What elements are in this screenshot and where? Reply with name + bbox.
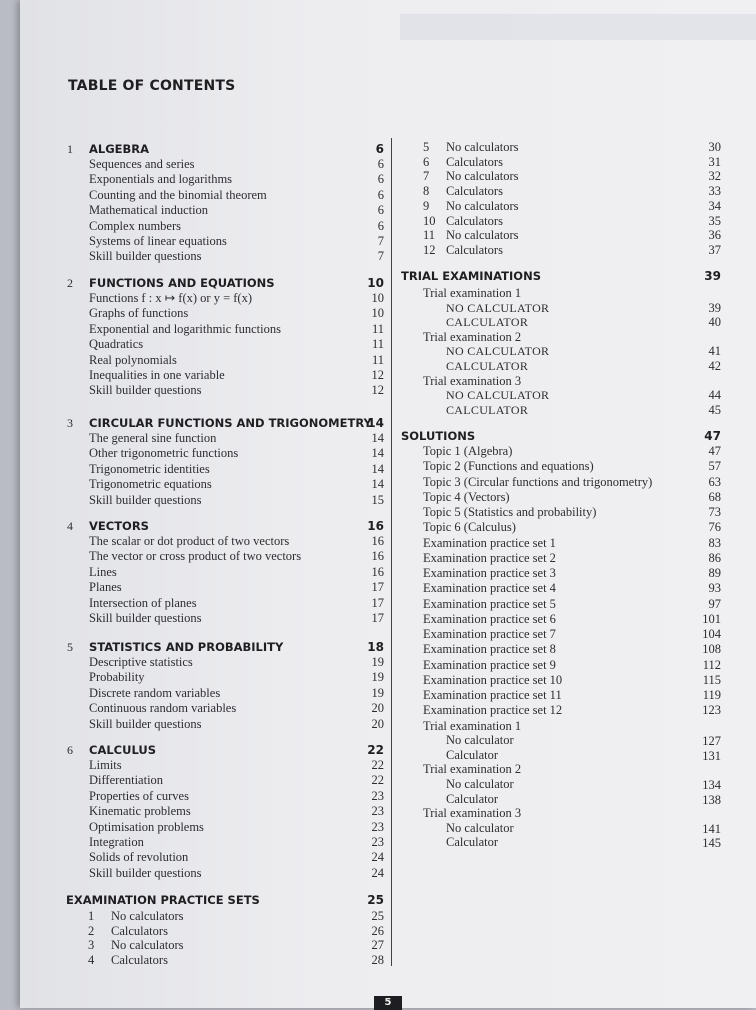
section-number: 6 — [67, 743, 73, 757]
entry-page-number: 101 — [702, 611, 721, 626]
entry-page-number: 23 — [371, 788, 384, 803]
toc-entry: Lines — [89, 564, 117, 579]
trial-part: No calculator — [446, 776, 514, 791]
entry-page-number: 14 — [371, 477, 384, 492]
toc-entry: Topic 6 (Calculus) — [423, 520, 516, 535]
section-number: 2 — [67, 276, 73, 290]
trial-part: NO CALCULATOR — [446, 344, 550, 359]
entry-page-number: 23 — [371, 835, 384, 849]
header-tab-decoration — [400, 14, 756, 40]
entry-page-number: 28 — [371, 953, 384, 968]
entry-page-number: 22 — [371, 758, 384, 772]
trial-label: Trial examination 3 — [423, 806, 522, 821]
toc-entry: Calculators — [446, 154, 503, 169]
entry-page-number: 14 — [371, 431, 384, 445]
column-divider — [391, 138, 392, 966]
toc-entry: Intersection of planes — [89, 595, 197, 610]
section-page-number: 25 — [367, 893, 384, 907]
toc-entry: Integration — [89, 835, 144, 849]
entry-page-number: 119 — [702, 688, 721, 702]
entry-page-number: 16 — [371, 534, 384, 548]
entry-page-number: 138 — [702, 792, 721, 807]
trial-part: NO CALCULATOR — [446, 300, 550, 315]
entry-page-number: 35 — [708, 213, 721, 228]
toc-entry: Examination practice set 6 — [423, 611, 556, 626]
section-title: TRIAL EXAMINATIONS — [401, 269, 541, 283]
toc-entry: Skill builder questions — [89, 383, 202, 398]
section-number: 4 — [67, 519, 73, 533]
entry-page-number: 16 — [371, 564, 384, 579]
entry-page-number: 145 — [702, 836, 721, 851]
entry-page-number: 24 — [371, 850, 384, 865]
entry-page-number: 6 — [377, 218, 384, 233]
toc-entry: Mathematical induction — [89, 203, 209, 218]
entry-page-number: 11 — [371, 352, 384, 367]
toc-entry: Skill builder questions — [89, 249, 202, 264]
entry-page-number: 33 — [708, 184, 721, 199]
trial-part: CALCULATOR — [446, 359, 529, 373]
toc-entry: Skill builder questions — [89, 716, 202, 731]
toc-entry: No calculators — [111, 909, 184, 923]
entry-page-number: 14 — [371, 461, 384, 476]
entry-page-number: 12 — [371, 368, 384, 382]
section-title: CIRCULAR FUNCTIONS AND TRIGONOMETRY — [89, 416, 372, 430]
toc-entry: Examination practice set 5 — [423, 596, 556, 611]
toc-entry: Calculators — [446, 242, 503, 257]
section-page-number: 16 — [367, 519, 384, 533]
toc-entry: Topic 3 (Circular functions and trigonometry) — [423, 474, 653, 489]
toc-entry: Examination practice set 1 — [423, 535, 556, 550]
set-number: 9 — [423, 198, 430, 213]
toc-entry: Functions f : x ↦ f(x) or y = f(x) — [89, 291, 252, 305]
toc-entry: Examination practice set 9 — [423, 657, 556, 672]
toc-entry: Real polynomials — [89, 352, 177, 367]
entry-page-number: 19 — [371, 685, 384, 700]
entry-page-number: 112 — [702, 657, 721, 672]
page-number: 5 — [374, 996, 402, 1010]
toc-entry: Examination practice set 3 — [423, 566, 556, 580]
entry-page-number: 20 — [371, 716, 384, 731]
toc-entry: Descriptive statistics — [89, 655, 193, 669]
toc-entry: Counting and the binomial theorem — [89, 187, 267, 202]
section-number: 5 — [67, 640, 73, 654]
section-page-number: 10 — [367, 276, 384, 290]
section-number: 1 — [67, 142, 73, 156]
section-number: 3 — [67, 416, 73, 430]
set-number: 5 — [423, 140, 430, 154]
toc-entry: Exponential and logarithmic functions — [89, 321, 281, 336]
entry-page-number: 7 — [377, 234, 384, 248]
trial-part: NO CALCULATOR — [446, 388, 550, 403]
set-number: 7 — [423, 169, 430, 184]
entry-page-number: 20 — [371, 701, 384, 716]
section-title: ALGEBRA — [89, 142, 150, 156]
entry-page-number: 83 — [708, 535, 721, 550]
section-page-number: 14 — [367, 416, 384, 430]
set-number: 11 — [423, 228, 436, 243]
entry-page-number: 45 — [708, 402, 721, 417]
entry-page-number: 31 — [708, 154, 721, 169]
entry-page-number: 108 — [702, 642, 721, 657]
entry-page-number: 34 — [708, 198, 721, 213]
set-number: 6 — [423, 154, 430, 169]
set-number: 8 — [423, 184, 430, 199]
entry-page-number: 57 — [708, 459, 721, 474]
entry-page-number: 134 — [702, 777, 721, 792]
entry-page-number: 63 — [708, 474, 721, 489]
entry-page-number: 32 — [708, 169, 721, 184]
toc-entry: Examination practice set 2 — [423, 550, 556, 565]
page-title: TABLE OF CONTENTS — [68, 78, 236, 94]
toc-entry: No calculators — [446, 198, 519, 213]
section-title: EXAMINATION PRACTICE SETS — [66, 893, 260, 907]
toc-entry: No calculators — [446, 169, 519, 184]
toc-entry: Limits — [89, 758, 122, 772]
entry-page-number: 73 — [708, 505, 721, 519]
toc-entry: Continuous random variables — [89, 701, 237, 716]
entry-page-number: 17 — [371, 580, 384, 595]
entry-page-number: 41 — [708, 344, 721, 359]
toc-entry: Solids of revolution — [89, 850, 189, 865]
trial-part: No calculator — [446, 820, 514, 835]
section-page-number: 22 — [367, 743, 384, 757]
section-title: VECTORS — [89, 519, 149, 533]
toc-entry: Topic 5 (Statistics and probability) — [423, 505, 597, 519]
trial-label: Trial examination 2 — [423, 762, 522, 777]
trial-part: No calculator — [446, 733, 514, 748]
toc-entry: Discrete random variables — [89, 685, 221, 700]
trial-part: Calculator — [446, 747, 499, 762]
trial-label: Trial examination 3 — [423, 373, 522, 388]
toc-entry: Trigonometric equations — [89, 477, 212, 492]
set-number: 12 — [423, 242, 436, 257]
trial-part: Calculator — [446, 791, 499, 806]
toc-entry: Skill builder questions — [89, 611, 202, 625]
set-number: 1 — [88, 909, 95, 923]
trial-label: Trial examination 2 — [423, 329, 522, 344]
entry-page-number: 10 — [371, 306, 384, 321]
section-title: SOLUTIONS — [401, 429, 476, 443]
entry-page-number: 40 — [708, 315, 721, 330]
entry-page-number: 123 — [702, 703, 721, 718]
toc-entry: No calculators — [446, 140, 519, 154]
section-page-number: 39 — [704, 269, 721, 283]
section-page-number: 47 — [704, 429, 721, 443]
entry-page-number: 6 — [377, 172, 384, 187]
section-title: CALCULUS — [89, 743, 156, 757]
section-title: FUNCTIONS AND EQUATIONS — [89, 276, 275, 290]
entry-page-number: 24 — [371, 865, 384, 880]
toc-entry: Examination practice set 7 — [423, 627, 556, 641]
entry-page-number: 115 — [702, 672, 721, 687]
toc-entry: Calculators — [111, 953, 168, 968]
entry-page-number: 12 — [371, 383, 384, 398]
toc-entry: Calculators — [446, 184, 503, 199]
entry-page-number: 104 — [702, 627, 721, 641]
entry-page-number: 97 — [708, 596, 721, 611]
entry-page-number: 27 — [371, 938, 384, 953]
trial-part: CALCULATOR — [446, 402, 529, 417]
entry-page-number: 16 — [371, 549, 384, 564]
toc-entry: Probability — [89, 670, 145, 685]
entry-page-number: 19 — [371, 655, 384, 669]
toc-entry: Examination practice set 4 — [423, 581, 556, 596]
toc-entry: Other trigonometric functions — [89, 446, 239, 461]
entry-page-number: 17 — [371, 595, 384, 610]
toc-entry: Skill builder questions — [89, 865, 202, 880]
entry-page-number: 39 — [708, 300, 721, 315]
toc-entry: Complex numbers — [89, 218, 182, 233]
set-number: 2 — [88, 923, 95, 938]
entry-page-number: 93 — [708, 581, 721, 596]
entry-page-number: 36 — [708, 228, 721, 243]
toc-entry: Kinematic problems — [89, 804, 191, 819]
section-title: STATISTICS AND PROBABILITY — [89, 640, 284, 654]
toc-entry: Planes — [89, 580, 122, 595]
entry-page-number: 22 — [371, 773, 384, 788]
entry-page-number: 15 — [371, 492, 384, 507]
trial-part: CALCULATOR — [446, 315, 529, 330]
entry-page-number: 89 — [708, 566, 721, 580]
toc-entry: Inequalities in one variable — [89, 368, 225, 382]
toc-entry: Sequences and series — [89, 157, 195, 171]
entry-page-number: 23 — [371, 819, 384, 834]
entry-page-number: 7 — [377, 249, 384, 264]
entry-page-number: 37 — [708, 242, 721, 257]
toc-entry: Optimisation problems — [89, 819, 204, 834]
toc-entry: Examination practice set 12 — [423, 703, 563, 718]
set-number: 4 — [88, 953, 95, 968]
entry-page-number: 76 — [708, 520, 721, 535]
entry-page-number: 6 — [377, 203, 384, 218]
toc-entry: No calculators — [446, 228, 519, 243]
entry-page-number: 68 — [708, 489, 721, 504]
entry-page-number: 6 — [377, 187, 384, 202]
entry-page-number: 19 — [371, 670, 384, 685]
set-number: 3 — [88, 938, 95, 953]
toc-entry: Topic 2 (Functions and equations) — [423, 459, 594, 474]
toc-entry: Calculators — [446, 213, 503, 228]
section-page-number: 6 — [375, 142, 384, 156]
trial-label: Trial examination 1 — [423, 286, 522, 300]
toc-entry: Trigonometric identities — [89, 461, 210, 476]
entry-page-number: 44 — [708, 388, 721, 403]
entry-page-number: 25 — [371, 909, 384, 923]
entry-page-number: 10 — [371, 291, 384, 305]
entry-page-number: 11 — [371, 321, 384, 336]
toc-entry: Calculators — [111, 923, 168, 938]
toc-entry: Differentiation — [89, 773, 164, 788]
toc-entry: Skill builder questions — [89, 492, 202, 507]
entry-page-number: 141 — [702, 821, 721, 836]
toc-entry: The general sine function — [89, 431, 217, 445]
toc-entry: The scalar or dot product of two vectors — [89, 534, 290, 548]
entry-page-number: 14 — [371, 446, 384, 461]
toc-entry: Topic 1 (Algebra) — [423, 444, 513, 458]
toc-entry: Graphs of functions — [89, 306, 189, 321]
set-number: 10 — [423, 213, 436, 228]
entry-page-number: 17 — [371, 611, 384, 625]
toc-entry: Examination practice set 11 — [423, 688, 562, 702]
entry-page-number: 23 — [371, 804, 384, 819]
entry-page-number: 131 — [702, 748, 721, 763]
toc-entry: Exponentials and logarithms — [89, 172, 233, 187]
toc-entry: Examination practice set 8 — [423, 642, 556, 657]
toc-entry: No calculators — [111, 938, 184, 953]
entry-page-number: 11 — [371, 337, 384, 352]
entry-page-number: 26 — [371, 923, 384, 938]
toc-entry: Systems of linear equations — [89, 234, 227, 248]
toc-entry: Examination practice set 10 — [423, 672, 563, 687]
entry-page-number: 6 — [377, 157, 384, 171]
trial-label: Trial examination 1 — [423, 718, 522, 733]
entry-page-number: 86 — [708, 550, 721, 565]
entry-page-number: 30 — [708, 140, 721, 154]
trial-part: Calculator — [446, 835, 499, 850]
toc-entry: Properties of curves — [89, 788, 189, 803]
entry-page-number: 47 — [708, 444, 721, 458]
entry-page-number: 127 — [702, 734, 721, 749]
entry-page-number: 42 — [708, 359, 721, 373]
toc-entry: Topic 4 (Vectors) — [423, 489, 510, 504]
toc-entry: The vector or cross product of two vectors — [89, 549, 302, 564]
toc-entry: Quadratics — [89, 337, 144, 352]
section-page-number: 18 — [367, 640, 384, 654]
